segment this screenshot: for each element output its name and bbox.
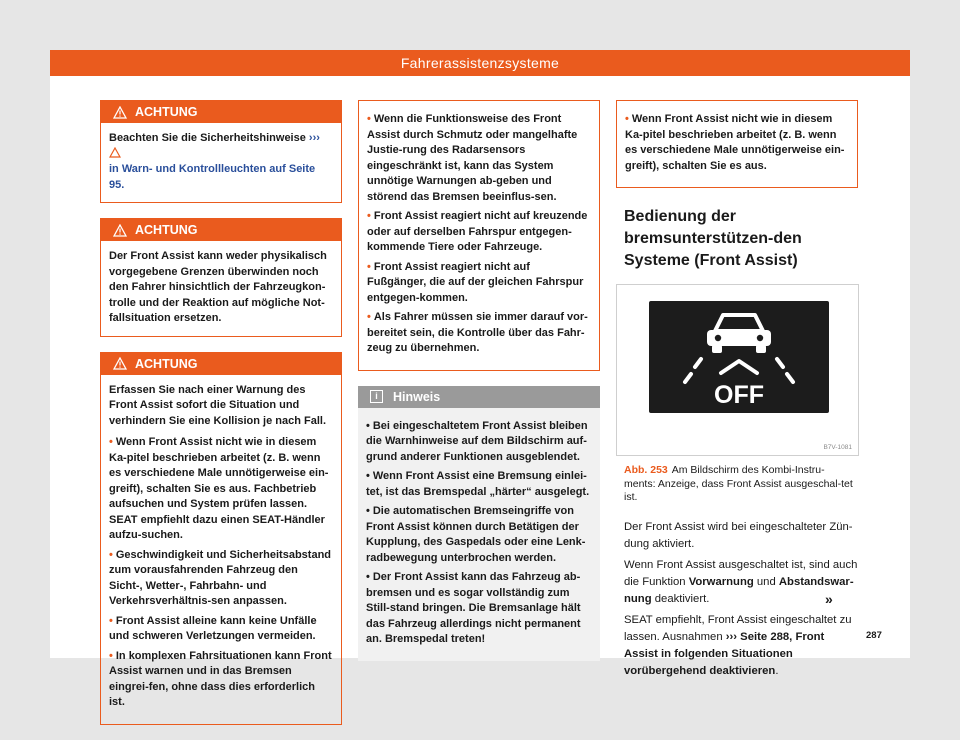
cross-reference-link[interactable]: ››› Seite 288, Front Assist in folgenden Situationen vorübergehend deaktivieren xyxy=(624,630,825,677)
list-item: • Die automatischen Bremseingriffe von Front Assist können durch Betätigen der Kupplung, des Gaspedals oder eine Lenk-radbewegung unterbrochen werden. xyxy=(366,505,586,564)
cross-reference-link[interactable]: in Warn- und Kontrollleuchten auf Seite 95. xyxy=(109,163,316,191)
bullet-dot-icon: • xyxy=(366,505,370,517)
paragraph: Wenn Front Assist ausgeschaltet ist, sind auch die Funktion Vorwarnung und Abstandswar-nung deaktiviert. xyxy=(624,558,858,605)
continue-arrow-icon: » xyxy=(825,591,833,607)
warning-box-2 xyxy=(100,218,342,337)
warning-box-1 xyxy=(100,100,342,203)
list-item: • Front Assist alleine kann keine Unfälle und schweren Verletzungen vermeiden. xyxy=(109,614,317,642)
paragraph: Der Front Assist wird bei eingeschalteter Zün-dung aktiviert. xyxy=(624,520,853,550)
bullet-dot-icon: • xyxy=(366,470,370,482)
cross-reference[interactable]: ››› xyxy=(308,132,320,144)
list-item: • Front Assist reagiert nicht auf kreuzende oder auf derselben Fahrspur entgegen-kommende Tiere oder Fahrzeuge. xyxy=(367,210,588,253)
warning-heading: ACHTUNG xyxy=(101,219,341,241)
warning-triangle-icon xyxy=(113,357,127,370)
list-item: • Front Assist reagiert nicht auf Fußgänger, die auf der gleichen Fahrspur entgegen-kommen. xyxy=(367,260,584,304)
warning-body xyxy=(359,101,599,370)
figure-label: Abb. 253 xyxy=(624,464,668,476)
list-item: • In komplexen Fahrsituationen kann Front Assist warnen und in das Bremsen eingrei-fen, ohne dass dies erforderlich ist. xyxy=(109,649,332,708)
warning-box-continued xyxy=(616,100,858,188)
bullet-dot-icon: • xyxy=(366,419,370,432)
section-title: Bedienung der bremsunterstützen-den Systeme (Front Assist) xyxy=(624,208,802,269)
warning-box-continued xyxy=(358,100,600,371)
list-item: • Als Fahrer müssen sie immer darauf vor-bereitet sein, die Kontrolle über das Fahr-zeug zu übernehmen. xyxy=(367,311,588,354)
column-right xyxy=(616,100,858,684)
list-item: • Wenn die Funktionsweise des Front Assist durch Schmutz oder mangelhafte Justie-rung des Radarsensors eingeschränkt ist, kann das System unnötige Warnungen ab-geben und störend das Bremsen beeinflus-sen. xyxy=(367,113,578,203)
warning-heading: ACHTUNG xyxy=(101,353,341,375)
instrument-display xyxy=(649,301,829,413)
bullet-dot-icon: • xyxy=(109,649,113,662)
figure-caption: Abb. 253 Am Bildschirm des Kombi-Instru-ments: Anzeige, dass Front Assist ausgeschal-tet ist. xyxy=(624,464,853,503)
warning-body: Der Front Assist kann weder physikalisch vorgegebene Grenzen überwinden noch den Fahrer hinsichtlich der Fahrzeugkon-trolle und der Reaktion auf mögliche Not-fallsituation ersetzen. xyxy=(109,250,327,324)
list-item: • Geschwindigkeit und Sicherheitsabstand zum vorausfahrenden Fahrzeug den Sicht-, Wetter-, Fahrbahn- und Verkehrsverhältnis-sen anpassen. xyxy=(109,548,332,607)
note-heading: i Hinweis xyxy=(358,386,600,408)
warning-body: Erfassen Sie nach einer Warnung des Front Assist sofort die Situation und verhindern Sie eine Kollision je nach Fall. • Wenn Front Assist nicht wie in diesem Ka-pitel beschrieben arbeitet (z. B. wenn es verschiedene Male unnötigerweise ein-greift), schalten Sie es aus. Fachbetrieb aufsuchen und System prüfen lassen. SEAT empfiehlt dazu einen SEAT-Händler aufzu-suchen. • Geschwindigkeit und Sicherheitsabstand zum vorausfahrenden Fahrzeug den Sicht-, Wetter-, Fahrbahn- und Verkehrsverhältnis-sen anpassen. • Front Assist alleine kann keine Unfälle und schweren Verletzungen vermeiden. • In komplexen Fahrsituationen kann Front Assist warnen und in das Bremsen eingrei-fen, ohne dass dies erforderlich ist. xyxy=(101,375,341,724)
figure-253 xyxy=(616,284,859,456)
list-item: • Wenn Front Assist nicht wie in diesem Ka-pitel beschrieben arbeitet (z. B. wenn es verschiedene Male unnötigerweise ein-greift), schalten Sie es aus. xyxy=(625,113,845,172)
bullet-dot-icon: • xyxy=(109,436,113,448)
bullet-dot-icon: • xyxy=(367,210,371,222)
column-middle xyxy=(358,100,600,676)
front-assist-off-icon xyxy=(649,301,829,413)
warning-body: Beachten Sie die Sicherheitshinweise ››› in Warn- und Kontrollleuchten auf Seite 95. xyxy=(109,132,320,191)
bullet-dot-icon: • xyxy=(109,614,113,627)
off-label: OFF xyxy=(714,381,764,409)
warning-heading: ACHTUNG xyxy=(101,101,341,123)
warning-box-3 xyxy=(100,352,342,725)
bullet-dot-icon: • xyxy=(367,113,371,125)
list-item: • Wenn Front Assist eine Bremsung einlei-tet, ist das Bremspedal „härter“ ausgelegt. xyxy=(366,470,590,498)
warning-triangle-icon xyxy=(113,106,127,119)
bullet-dot-icon: • xyxy=(367,260,371,273)
column-left xyxy=(100,100,342,740)
note-box xyxy=(358,386,600,661)
bullet-dot-icon: • xyxy=(366,571,370,583)
page-number: 287 xyxy=(866,630,882,641)
list-item: • Wenn Front Assist nicht wie in diesem Ka-pitel beschrieben arbeitet (z. B. wenn es verschiedene Male unnötigerweise ein-greift), schalten Sie es aus. Fachbetrieb aufsuchen und System prüfen lassen. SEAT empfiehlt dazu einen SEAT-Händler aufzu-suchen. xyxy=(109,436,329,541)
note-body xyxy=(358,408,600,661)
list-item: • Bei eingeschaltetem Front Assist bleiben die Warnhinweise auf dem Bildschirm auf-grund anderer Funktionen ausgeblendet. xyxy=(366,419,588,463)
paragraph: SEAT empfiehlt, Front Assist eingeschaltet zu lassen. Ausnahmen ››› Seite 288, Front Assist in folgenden Situationen vorübergehend deaktivieren. xyxy=(624,613,852,677)
list-item: • Der Front Assist kann das Fahrzeug ab-bremsen und es sogar vollständig zum Still-stand bringen. Die Bremsanlage hält das Fahrzeug allerdings nicht permanent an. Bremspedal treten! xyxy=(366,571,581,645)
warning-triangle-icon xyxy=(109,147,121,158)
bullet-dot-icon: • xyxy=(109,548,113,561)
figure-code: B7V-1081 xyxy=(823,444,852,451)
bullet-dot-icon: • xyxy=(625,113,629,125)
warning-body xyxy=(617,101,857,187)
bullet-dot-icon: • xyxy=(367,311,371,323)
info-icon: i xyxy=(370,390,383,403)
warning-triangle-icon xyxy=(113,224,127,237)
chapter-header: Fahrerassistenzsysteme xyxy=(50,50,910,76)
